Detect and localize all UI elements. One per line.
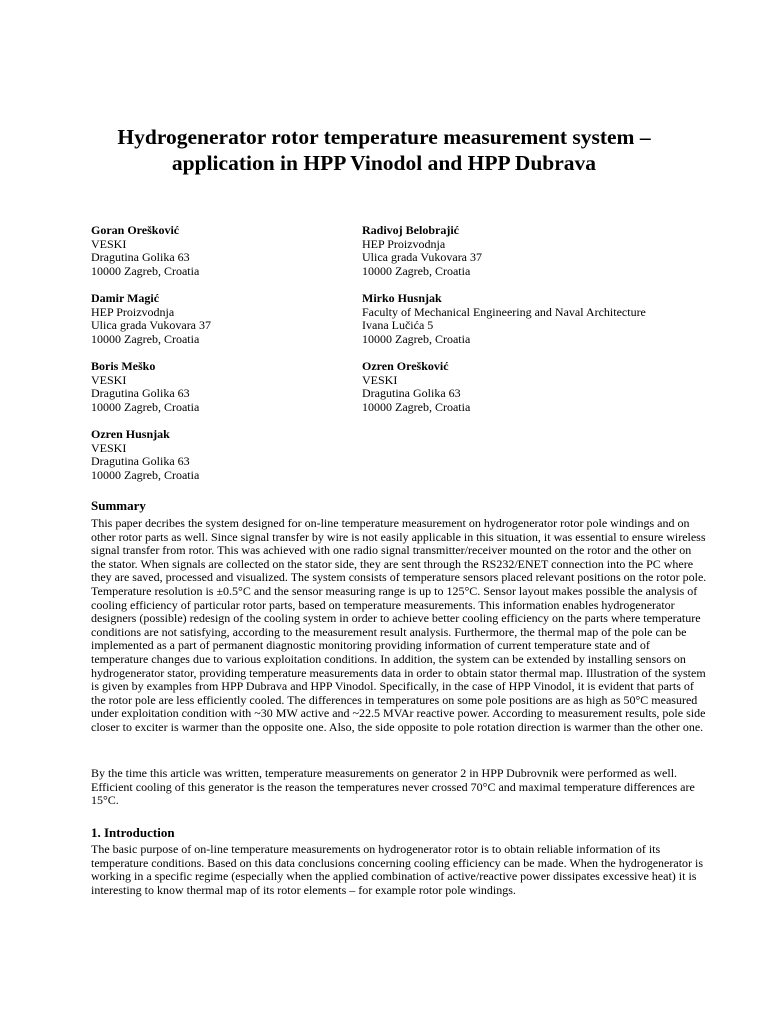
- author-block: [91, 428, 411, 482]
- summary-paragraph: This paper decribes the system designed for on-line temperature measurement on hydrogenerator rotor pole windings and on other rotor parts as well. Since signal transfer by wire is not easily applicable in this situation, it was essential to ensure wireless signal transfer from rotor. This was achieved with one radio signal transmitter/receiver mounted on the rotor and the other on the stator. When signals are collected on the stator side, they are sent through the RS232/ENET connection into the PC where they are saved, processed and visualized. The system consists of temperature sensors placed relevant positions on the rotor pole. Temperature resolution is ±0.5°C and the sensor measuring range is up to 125°C. Sensor layout makes possible the analysis of cooling efficiency of particular rotor parts, based on temperature measurements. This information enables hydrogenerator designers (possible) redesign of the cooling system in order to achieve better cooling efficiency on the parts where temperature conditions are not satisfying, according to the measurement result analysis. Furthermore, the thermal map of the pole can be implemented as a part of permanent diagnostic monitoring providing information of current temperature state and of temperature changes due to various exploitation conditions. In addition, the system can be extended by installing sensors on hydrogenerator stator, providing temperature measurements data in order to obtain stator thermal map. Illustration of the system is given by examples from HPP Dubrava and HPP Vinodol. Specifically, in the case of HPP Vinodol, it is evident that parts of the rotor pole are less efficiently cooled. The differences in temperatures on some pole positions are as high as 50°C measured under exploitation condition with ~30 MW active and ~22.5 MVAr reactive power. According to measurement results, pole side closer to exciter is warmer than the opposite one. Also, the side opposite to pole rotation direction is warmer than the other one.: [91, 516, 707, 734]
- author-street: Ulica grada Vukovara 37: [362, 250, 483, 265]
- title-line-1: Hydrogenerator rotor temperature measurement system –: [117, 125, 651, 149]
- author-affiliation: Faculty of Mechanical Engineering and Naval Architecture: [362, 304, 646, 319]
- summary-heading: Summary: [91, 498, 146, 513]
- author-name: Ozren Orešković: [362, 359, 449, 373]
- author-street: Ivana Lučića 5: [362, 318, 434, 333]
- author-name: Damir Magić: [91, 291, 160, 305]
- author-street: Dragutina Golika 63: [362, 386, 461, 401]
- author-street: Dragutina Golika 63: [91, 386, 190, 401]
- author-city: 10000 Zagreb, Croatia: [91, 331, 200, 346]
- author-affiliation: HEP Proizvodnja: [91, 304, 175, 319]
- author-city: 10000 Zagreb, Croatia: [91, 263, 200, 278]
- author-affiliation: VESKI: [362, 372, 398, 387]
- author-name: Boris Meško: [91, 359, 156, 373]
- title-line-2: application in HPP Vinodol and HPP Dubrava: [171, 151, 597, 175]
- author-affiliation: VESKI: [91, 236, 127, 251]
- author-city: 10000 Zagreb, Croatia: [362, 399, 471, 414]
- author-name: Mirko Husnjak: [362, 291, 442, 305]
- author-city: 10000 Zagreb, Croatia: [362, 263, 471, 278]
- author-name: Goran Orešković: [91, 223, 180, 237]
- author-affiliation: HEP Proizvodnja: [362, 236, 446, 251]
- author-affiliation: VESKI: [91, 372, 127, 387]
- author-street: Dragutina Golika 63: [91, 250, 190, 265]
- author-name: Ozren Husnjak: [91, 427, 170, 441]
- summary-paragraph: By the time this article was written, temperature measurements on generator 2 in HPP Dubrovnik were performed as well. Efficient cooling of this generator is the reason the temperatures never crossed 70°C and maximal temperature differences are 15°C.: [91, 766, 695, 808]
- author-city: 10000 Zagreb, Croatia: [91, 399, 200, 414]
- author-city: 10000 Zagreb, Croatia: [362, 331, 471, 346]
- introduction-heading: 1. Introduction: [91, 825, 175, 840]
- paper-title: [60, 124, 708, 176]
- author-name: Radivoj Belobrajić: [362, 223, 459, 237]
- introduction-paragraph: The basic purpose of on-line temperature measurements on hydrogenerator rotor is to obtain reliable information of its temperature conditions. Based on this data conclusions concerning cooling efficiency can be made. When the hydrogenerator is working in a specific regime (especially when the applied combination of active/reactive power dissipates excessive heat) it is interesting to know thermal map of its rotor elements – for example rotor pole windings.: [91, 842, 704, 897]
- author-block: [362, 360, 682, 414]
- author-block: [362, 224, 682, 278]
- author-street: Dragutina Golika 63: [91, 454, 190, 469]
- author-affiliation: VESKI: [91, 440, 127, 455]
- author-city: 10000 Zagreb, Croatia: [91, 467, 200, 482]
- author-block: [362, 292, 682, 346]
- author-street: Ulica grada Vukovara 37: [91, 318, 212, 333]
